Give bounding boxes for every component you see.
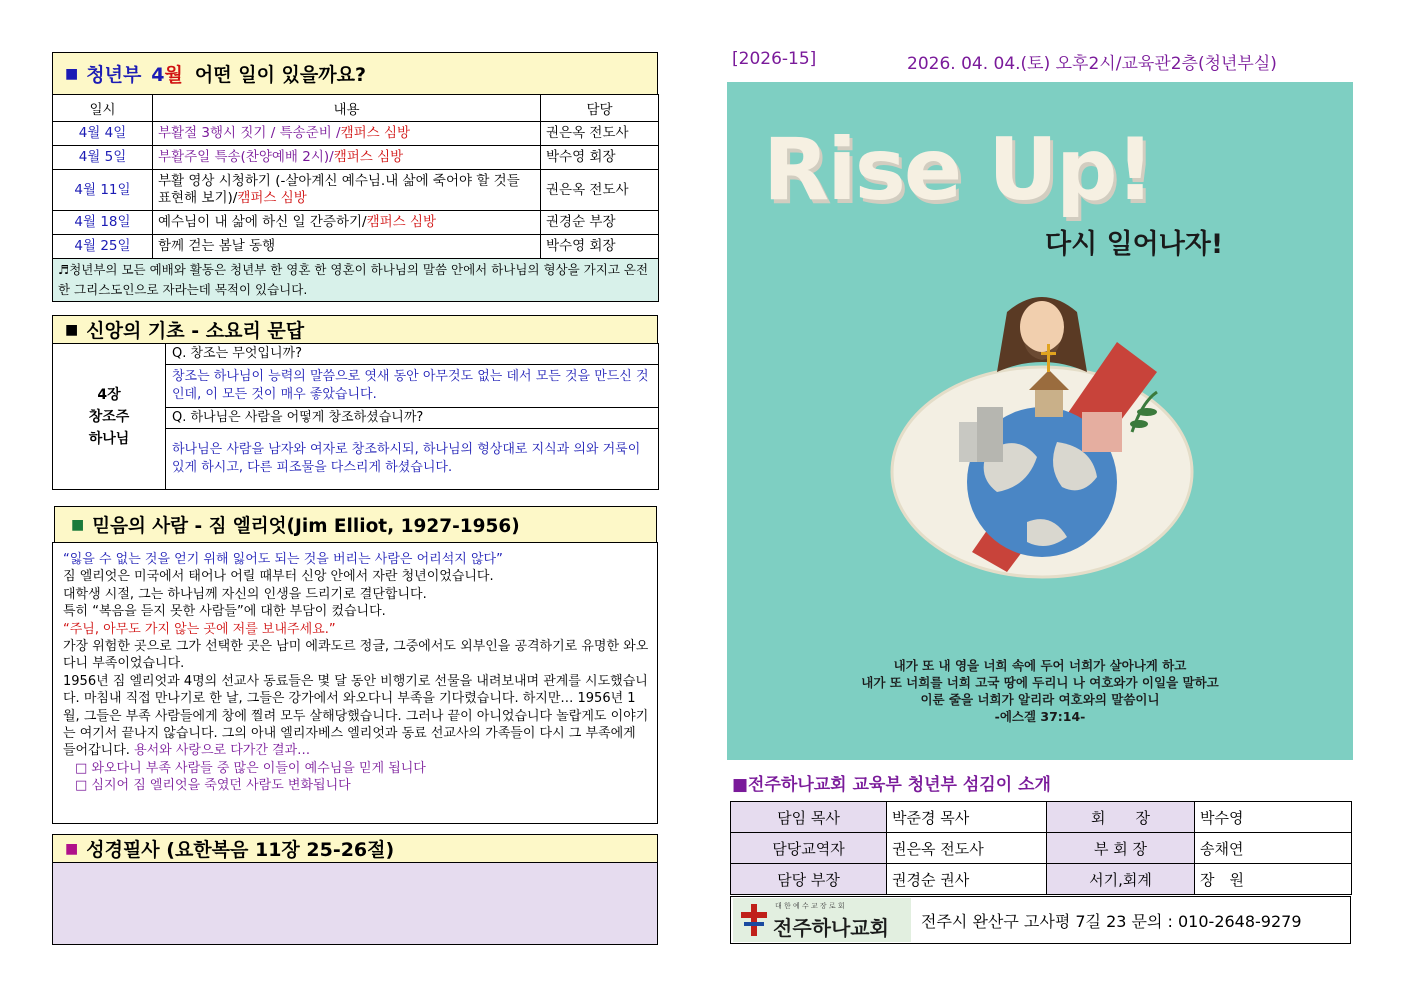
schedule-manager: 권은옥 전도사 <box>541 170 659 211</box>
schedule-date: 4월 25일 <box>53 235 153 259</box>
staff-row <box>731 864 1352 895</box>
poster-subtitle: 다시 일어나자! <box>1045 229 1224 260</box>
date-place: 2026. 04. 04.(토) 오후2시/교육관2층(청년부실) <box>907 54 1277 74</box>
catechism-answer: 하나님은 사람을 남자와 여자로 창조하시되, 하나님의 형상대로 지식과 의와 거룩이 있게 하시고, 다른 피조물을 다스리게 하셨습니다. <box>166 429 659 490</box>
col-manager-header: 담당 <box>541 95 659 122</box>
catechism-chapter: 4장 창조주 하나님 <box>53 344 166 490</box>
cross-logo-icon <box>739 904 769 936</box>
faith-paragraph: 짐 엘리엇은 미국에서 태어나 어릴 때부터 신앙 안에서 자란 청년이었습니다. <box>63 569 494 585</box>
poster-verse: 내가 또 내 영을 너희 속에 두어 너희가 살아나게 하고 내가 또 너희를 너희 고국 땅에 두리니 나 여호와가 이일을 말하고 이룬 줄을 너희가 알리라 여호와의 말씀이니 -에스겔 37:14- <box>861 658 1219 724</box>
catechism-answer: 창조는 하나님이 능력의 말씀으로 엿새 동안 아무것도 없는 데서 모든 것을 만드신 것인데, 이 모든 것이 매우 좋았습니다. <box>166 365 659 408</box>
faith-paragraph: 1956년 짐 엘리엇과 4명의 선교사 동료들은 몇 달 동안 비행기로 선물을 내려보내며 관계를 시도했습니다. 마침내 직접 만나기로 한 날, 그들은 강가에서 와오다니 부족을 기다렸습니다. 하지만… 1956년 1월, 그들은 부족 사람들에게 창에 찔려 모두 살해당했습니다. 그러나 끝이 아니었습니다 놀랍게도 이야기는 여기서 끝나지 않습니다. 그의 아내 엘리자베스 엘리엇과 동료 선교사의 가족들이 다시 그 부족에게 들어갑니다. 용서와 사랑으로 다가간 결과… <box>63 673 649 759</box>
schedule-title-b: 어떤 일이 있을까요? <box>194 64 366 86</box>
staff-value: 박수영 <box>1195 802 1352 833</box>
col-content-header: 내용 <box>153 95 541 122</box>
poster-title: Rise Up! <box>763 120 1153 220</box>
faith-paragraph: 특히 “복음을 듣지 못한 사람들”에 대한 부담이 컸습니다. <box>63 604 386 620</box>
catechism-table <box>52 343 659 490</box>
schedule-manager: 박수영 회장 <box>541 235 659 259</box>
staff-label: 담임 목사 <box>731 802 887 833</box>
scripture-writing-area[interactable] <box>52 862 658 945</box>
faith-paragraph: 가장 위험한 곳으로 그가 선택한 곳은 남미 에콰도르 정글, 그중에서도 외부인을 공격하기로 유명한 와오다니 부족이었습니다. <box>63 639 649 672</box>
staff-label: 부 회 장 <box>1047 833 1195 864</box>
faith-paragraph: 대학생 시절, 그는 하나님께 자신의 인생을 드리기로 결단합니다. <box>63 586 427 602</box>
issue-number: [2026-15] <box>732 49 817 69</box>
staff-value: 박준경 목사 <box>887 802 1047 833</box>
schedule-content: 함께 걷는 봄날 동행 <box>153 235 541 259</box>
square-bullet-icon: ■ <box>65 321 79 338</box>
schedule-note-row <box>53 259 659 302</box>
schedule-title-a: 청년부 <box>86 64 142 86</box>
schedule-row <box>53 146 659 170</box>
schedule-title-month: 4월 <box>151 64 183 86</box>
staff-value: 권경순 권사 <box>887 864 1047 895</box>
schedule-table <box>52 94 659 302</box>
staff-value: 권은옥 전도사 <box>887 833 1047 864</box>
schedule-date: 4월 5일 <box>53 146 153 170</box>
square-bullet-icon: ■ <box>65 65 79 82</box>
schedule-date: 4월 4일 <box>53 122 153 146</box>
church-contact: 전주시 완산구 고사평 7길 23 문의 : 010-2648-9279 <box>921 911 1302 931</box>
scripture-title: ■ 성경필사 (요한복음 11장 25-26절) <box>52 834 658 863</box>
schedule-title <box>52 52 658 95</box>
schedule-note: ♬청년부의 모든 예배와 활동은 청년부 한 영혼 한 영혼이 하나님의 말씀 안에서 하나님의 형상을 가지고 온전한 그리스도인으로 자라는데 목적이 있습니다. <box>53 259 659 302</box>
church-logo: 대 한 예 수 교 장 로 회 전주하나교회 <box>733 898 911 942</box>
schedule-date: 4월 11일 <box>53 170 153 211</box>
catechism-title: ■ 신앙의 기초 - 소요리 문답 <box>52 315 658 344</box>
jesus-embracing-earth-illustration <box>877 282 1207 582</box>
faith-person-title: ■ 믿음의 사람 - 짐 엘리엇(Jim Elliot, 1927-1956) <box>54 506 657 543</box>
schedule-header-row <box>53 95 659 122</box>
catechism-question: Q. 하나님은 사람을 어떻게 창조하셨습니까? <box>166 408 659 429</box>
staff-row <box>731 802 1352 833</box>
staff-label: 담당교역자 <box>731 833 887 864</box>
schedule-row <box>53 235 659 259</box>
schedule-manager: 권경순 부장 <box>541 211 659 235</box>
schedule-content: 부활 영상 시청하기 (-살아계신 예수님.내 삶에 죽어야 할 것들 표현해 보기)/캠퍼스 심방 <box>153 170 541 211</box>
church-footer <box>730 896 1351 944</box>
faith-check-item: □ 심지어 짐 엘리엇을 죽였던 사람도 변화됩니다 <box>75 778 351 794</box>
staff-value: 송채연 <box>1195 833 1352 864</box>
staff-label: 서기,회계 <box>1047 864 1195 895</box>
square-bullet-icon: ■ <box>65 840 79 857</box>
schedule-row <box>53 122 659 146</box>
staff-label: 담당 부장 <box>731 864 887 895</box>
schedule-content: 예수님이 내 삶에 하신 일 간증하기/캠퍼스 심방 <box>153 211 541 235</box>
schedule-manager: 권은옥 전도사 <box>541 122 659 146</box>
faith-prayer: “주님, 아무도 가지 않는 곳에 저를 보내주세요.” <box>63 621 336 637</box>
faith-person-body <box>52 542 658 824</box>
col-date-header: 일시 <box>53 95 153 122</box>
catechism-question: Q. 창조는 무엇입니까? <box>166 344 659 365</box>
schedule-content: 부활절 3행시 짓기 / 특송준비 /캠퍼스 심방 <box>153 122 541 146</box>
staff-row <box>731 833 1352 864</box>
staff-value: 장 원 <box>1195 864 1352 895</box>
staff-title: ■전주하나교회 교육부 청년부 섬김이 소개 <box>732 775 1051 795</box>
faith-check-item: □ 와오다니 부족 사람들 중 많은 이들이 예수님을 믿게 됩니다 <box>75 760 426 776</box>
faith-quote: “잃을 수 없는 것을 얻기 위해 잃어도 되는 것을 버리는 사람은 어리석지 않다” <box>63 552 503 567</box>
staff-label: 회 장 <box>1047 802 1195 833</box>
schedule-date: 4월 18일 <box>53 211 153 235</box>
square-bullet-icon: ■ <box>71 516 85 533</box>
schedule-row <box>53 170 659 211</box>
staff-table <box>730 801 1352 895</box>
poster <box>727 82 1353 760</box>
schedule-content: 부활주일 특송(찬양예배 2시)/캠퍼스 심방 <box>153 146 541 170</box>
schedule-manager: 박수영 회장 <box>541 146 659 170</box>
schedule-row <box>53 211 659 235</box>
